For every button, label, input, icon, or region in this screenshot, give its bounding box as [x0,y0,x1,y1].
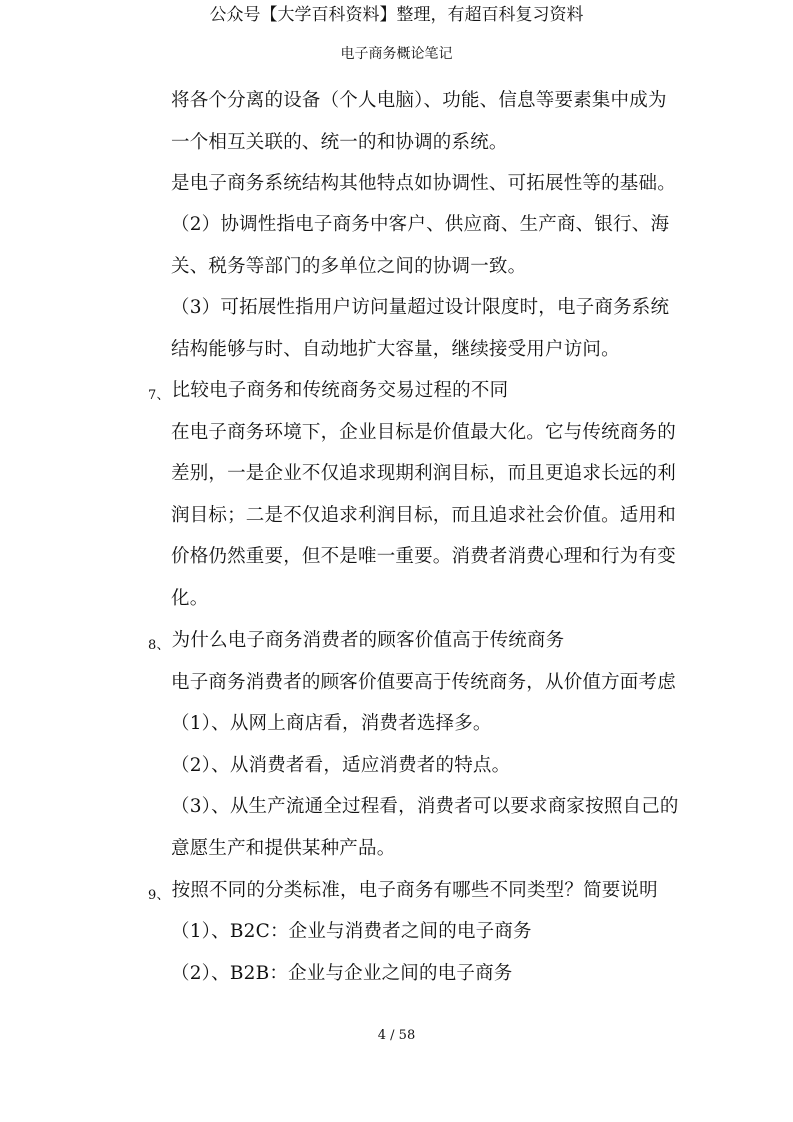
answer-line: 电子商务消费者的顾客价值要高于传统商务，从价值方面考虑 [171,672,676,693]
body-line: 关、税务等部门的多单位之间的协调一致。 [171,256,527,277]
question-number: 9、 [148,888,170,903]
answer-line: （2）、B2B：企业与企业之间的电子商务 [171,963,513,984]
answer-line: 在电子商务环境下，企业目标是价值最大化。它与传统商务的 [171,422,676,443]
answer-line: 差别，一是企业不仅追求现期利润目标，而且更追求长远的利 [171,463,676,484]
question-title: 按照不同的分类标准，电子商务有哪些不同类型？简要说明 [171,880,658,901]
body-line: （3）可拓展性指用户访问量超过设计限度时，电子商务系统 [171,297,670,318]
answer-line: （1）、B2C：企业与消费者之间的电子商务 [171,921,532,942]
answer-line: （2）、从消费者看，适应消费者的特点。 [171,755,511,776]
question-title: 比较电子商务和传统商务交易过程的不同 [171,380,509,401]
question-9-heading [148,878,658,909]
question-title: 为什么电子商务消费者的顾客价值高于传统商务 [171,630,565,651]
header-subtitle: 电子商务概论笔记 [340,46,453,62]
body-line: 是电子商务系统结构其他特点如协调性、可拓展性等的基础。 [171,173,676,194]
answer-line: 意愿生产和提供某种产品。 [171,838,396,859]
question-7-heading [148,378,508,409]
page-number: 4 / 58 [377,1028,416,1043]
answer-line: 化。 [171,588,209,609]
body-line: 一个相互关联的、统一的和协调的系统。 [171,132,508,153]
body-line: （2）协调性指电子商务中客户、供应商、生产商、银行、海 [171,214,670,235]
answer-line: （1）、从网上商店看，消费者选择多。 [171,713,492,734]
answer-line: （3）、从生产流通全过程看，消费者可以要求商家按照自己的 [171,796,679,817]
body-line: 将各个分离的设备（个人电脑）、功能、信息等要素集中成为 [171,90,667,111]
body-line: 结构能够与时、自动地扩大容量，继续接受用户访问。 [171,339,620,360]
answer-line: 价格仍然重要，但不是唯一重要。消费者消费心理和行为有变 [171,546,676,567]
question-8-heading [148,628,564,659]
question-number: 7、 [148,388,170,403]
header-title: 公众号【大学百科资料】整理，有超百科复习资料 [209,5,584,25]
question-number: 8、 [148,638,170,653]
answer-line: 润目标；二是不仅追求利润目标，而且追求社会价值。适用和 [171,505,676,526]
